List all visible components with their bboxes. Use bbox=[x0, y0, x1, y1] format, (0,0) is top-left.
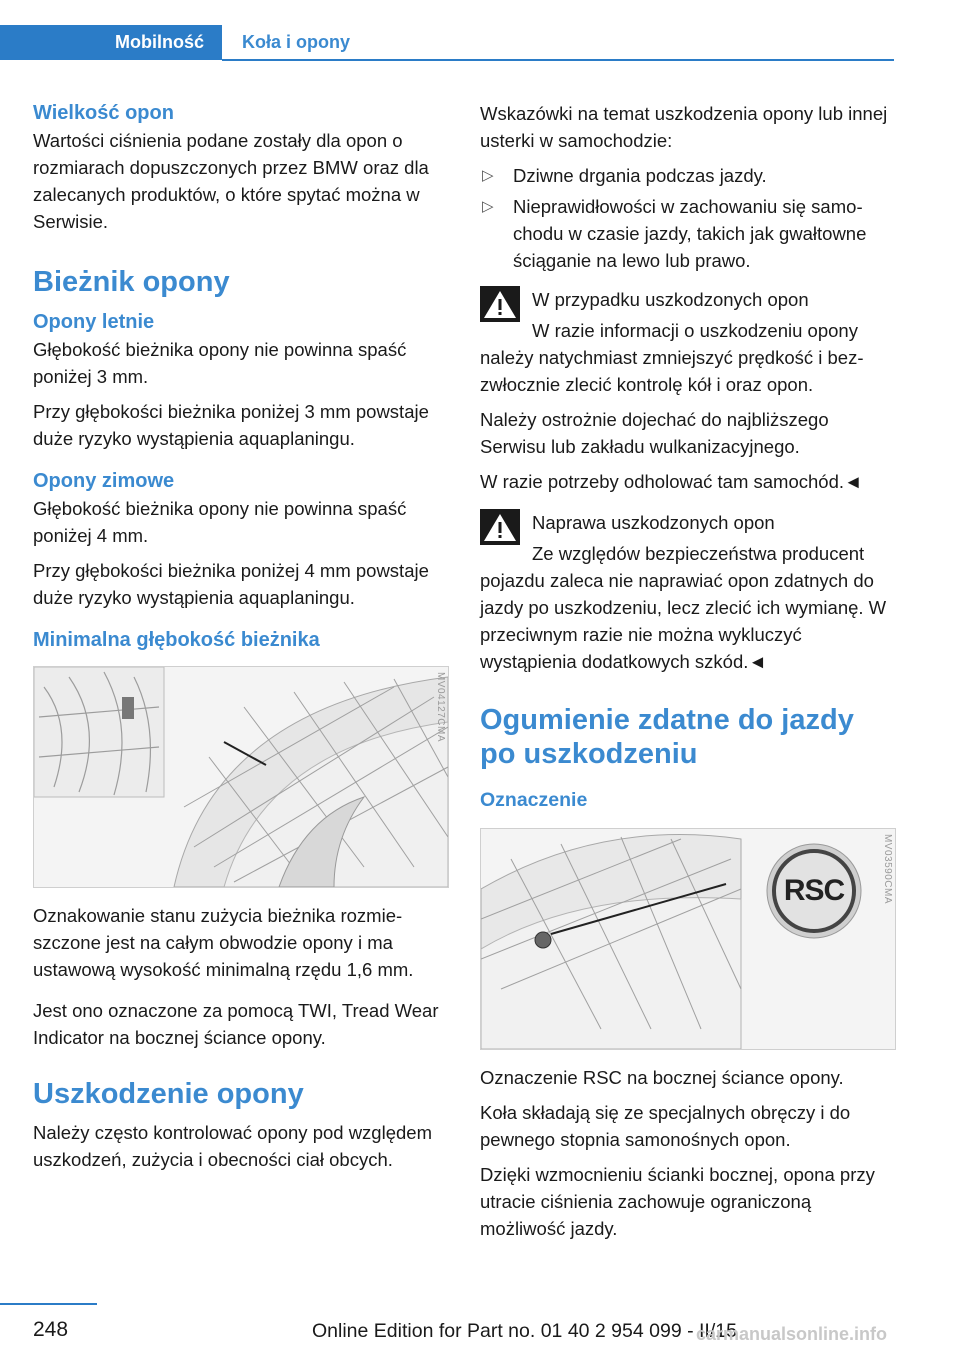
paragraph-twi-1: Oznakowanie stanu zużycia bieżnika rozmieszczone jest na całym obwodzie opony i ma ustawową wysokość minimalną rzędu 1,6 mm. bbox=[33, 905, 414, 980]
warning-uszkodzone-opony bbox=[480, 286, 896, 495]
paragraph-zimowe-1: Głębokość bieżnika opony nie powinna spaść poniżej 4 mm. bbox=[33, 498, 407, 546]
warning-text: W razie informacji o uszkodzeniu opony należy natychmiast zmniejszyć prędkość i bezzwłocznie zlecić kontrolę kół i oraz opon. bbox=[480, 320, 864, 395]
watermark: carmanualsonline.info bbox=[696, 1324, 888, 1344]
left-column bbox=[33, 100, 449, 1181]
warning-text: W razie potrzeby odholować tam samochód.◄ bbox=[480, 471, 863, 492]
heading-oznaczenie: Oznaczenie bbox=[480, 789, 588, 811]
symptoms-list bbox=[480, 162, 896, 274]
warning-text: Ze względów bezpieczeństwa producent pojazdu zaleca nie naprawiać opon zdatnych do jazdy po uszkodzeniu, lecz zlecić ich wymianę. W przeciwnym razie nie można wykluczyć wystąpienia dodatkowych szkód.◄ bbox=[480, 543, 887, 672]
warning-naprawa bbox=[480, 509, 896, 675]
warning-triangle-icon bbox=[480, 509, 520, 545]
paragraph-rsc-2: Koła składają się ze specjalnych obręczy i do pewnego stopnia samonośnych opon. bbox=[480, 1102, 851, 1150]
tire-tread-illustration bbox=[34, 667, 448, 887]
paragraph-twi-2: Jest ono oznaczone za pomocą TWI, Tread Wear Indicator na bocznej ściance opony. bbox=[33, 1000, 439, 1048]
heading-uszkodzenie-opony: Uszkodzenie opony bbox=[33, 1078, 304, 1110]
figure-code: MV03590CMA bbox=[882, 833, 893, 904]
triangle-bullet-icon: ▷ bbox=[482, 167, 494, 184]
footer-rule bbox=[0, 1303, 97, 1305]
figure-code: MV04127CMA bbox=[435, 671, 446, 742]
right-column bbox=[480, 100, 896, 1250]
paragraph-uszkodzenie: Należy często kontrolować opony pod względem uszkodzeń, zużycia i obecności ciał obcych. bbox=[33, 1122, 432, 1170]
paragraph-rsc-3: Dzięki wzmocnieniu ścianki bocznej, opona przy utracie ciśnienia zachowuje ograniczoną możliwość jazdy. bbox=[480, 1164, 875, 1239]
rsc-badge-label: RSC bbox=[783, 874, 845, 907]
paragraph-letnie-1: Głębokość bieżnika opony nie powinna spaść poniżej 3 mm. bbox=[33, 339, 407, 387]
tab-kola-i-opony[interactable]: Koła i opony bbox=[242, 32, 350, 52]
heading-minimalna-glebokosc: Minimalna głębokość bieżnika bbox=[33, 629, 320, 651]
paragraph-wskazowki: Wskazówki na temat uszkodzenia opony lub innej usterki w samochodzie: bbox=[480, 103, 888, 151]
heading-ogumienie: Ogumienie zdatne do jazdy po uszkodzeniu bbox=[480, 704, 854, 770]
header-tabbar bbox=[0, 25, 894, 62]
paragraph-rsc-1: Oznaczenie RSC na bocznej ściance opony. bbox=[480, 1067, 844, 1088]
list-item: ▷ Dziwne drgania podczas jazdy. bbox=[480, 162, 896, 189]
figure-tread-wear bbox=[33, 666, 449, 888]
warning-text: Należy ostrożnie dojechać do najbliższego Serwisu lub zakładu wulkanizacyjnego. bbox=[480, 409, 829, 457]
heading-wielkosc-opon: Wielkość opon bbox=[33, 102, 174, 124]
header-rule bbox=[222, 59, 894, 61]
heading-bieznik-opony: Bieżnik opony bbox=[33, 266, 230, 298]
warning-triangle-icon bbox=[480, 286, 520, 322]
warning-title: Naprawa uszkodzonych opon bbox=[532, 512, 775, 533]
page-number: 248 bbox=[33, 1318, 69, 1341]
paragraph-wielkosc: Wartości ciśnienia podane zostały dla opon o rozmiarach dopuszczonych przez BMW oraz dla zalecanych produktów, o które spytać można w Serwisie. bbox=[33, 130, 429, 232]
warning-title: W przypadku uszkodzonych opon bbox=[532, 289, 809, 310]
tab-mobilnosc[interactable]: Mobilność bbox=[0, 25, 222, 60]
heading-opony-letnie: Opony letnie bbox=[33, 311, 155, 333]
paragraph-zimowe-2: Przy głębokości bieżnika poniżej 4 mm powstaje duże ryzyko wystąpienia aquaplaningu. bbox=[33, 560, 429, 608]
edition-text: Online Edition for Part no. 01 40 2 954 099 - II/15 bbox=[312, 1320, 737, 1342]
heading-opony-zimowe: Opony zimowe bbox=[33, 470, 175, 492]
list-item: ▷ Nieprawidłowości w zachowaniu się samochodu w czasie jazdy, takich jak gwałtowne ściąganie na lewo lub prawo. bbox=[480, 193, 896, 274]
paragraph-letnie-2: Przy głębokości bieżnika poniżej 3 mm powstaje duże ryzyko wystąpienia aquaplaningu. bbox=[33, 401, 429, 449]
triangle-bullet-icon: ▷ bbox=[482, 198, 494, 215]
figure-rsc-marking bbox=[480, 828, 896, 1050]
